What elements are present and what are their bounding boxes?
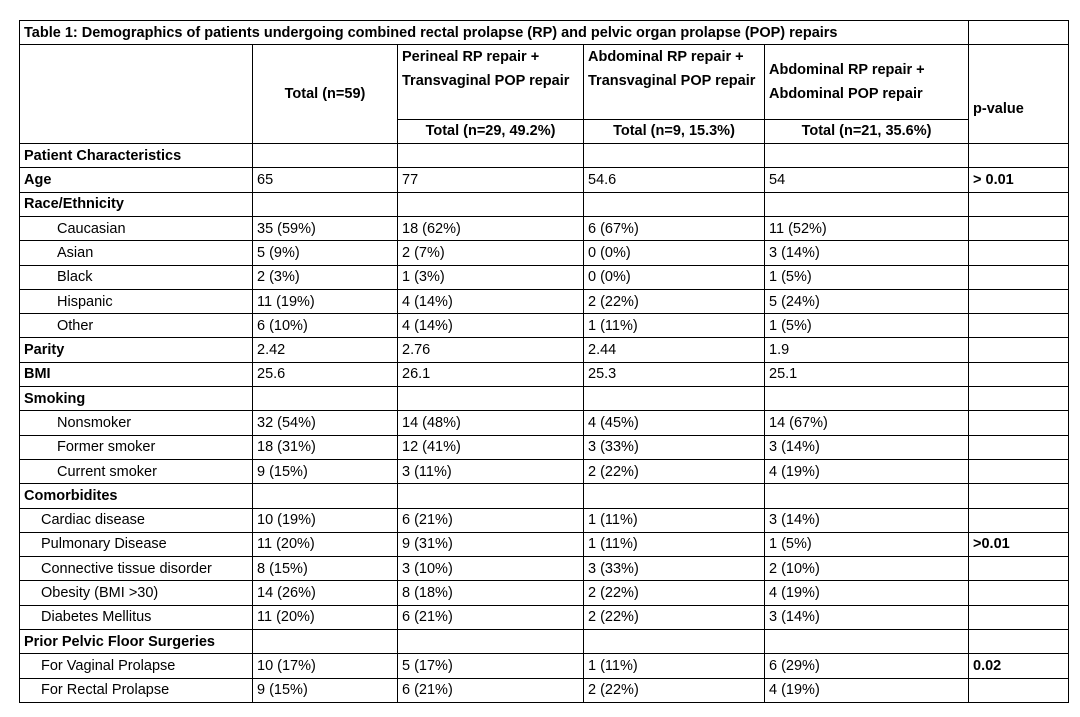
value-cell: 8 (15%)	[253, 557, 398, 581]
value-cell: 14 (26%)	[253, 581, 398, 605]
table-row	[20, 630, 1069, 654]
row-label: Parity	[20, 338, 253, 362]
value-cell: 2 (10%)	[765, 557, 969, 581]
value-cell: 2 (7%)	[398, 241, 584, 265]
value-cell: 3 (11%)	[398, 459, 584, 483]
value-cell	[584, 144, 765, 168]
row-label: Current smoker	[20, 459, 253, 483]
value-cell: 4 (19%)	[765, 581, 969, 605]
value-cell: 1 (11%)	[584, 314, 765, 338]
value-cell	[398, 484, 584, 508]
value-cell: 10 (17%)	[253, 654, 398, 678]
header-total: Total (n=59)	[253, 45, 398, 144]
row-label: Caucasian	[20, 216, 253, 240]
demographics-table	[19, 20, 1069, 703]
row-label: Age	[20, 168, 253, 192]
row-label: For Vaginal Prolapse	[20, 654, 253, 678]
title-row	[20, 21, 1069, 45]
pvalue-cell	[969, 630, 1069, 654]
value-cell: 2 (22%)	[584, 605, 765, 629]
value-cell: 11 (52%)	[765, 216, 969, 240]
pvalue-cell: >0.01	[969, 532, 1069, 556]
table-row	[20, 411, 1069, 435]
value-cell: 1 (11%)	[584, 532, 765, 556]
subheader-group2-total: Total (n=9, 15.3%)	[584, 119, 765, 143]
value-cell: 25.3	[584, 362, 765, 386]
table-row	[20, 192, 1069, 216]
value-cell	[398, 387, 584, 411]
value-cell: 2 (22%)	[584, 678, 765, 702]
value-cell: 65	[253, 168, 398, 192]
row-label: Race/Ethnicity	[20, 192, 253, 216]
value-cell: 3 (10%)	[398, 557, 584, 581]
pvalue-cell	[969, 289, 1069, 313]
table-row	[20, 581, 1069, 605]
value-cell	[765, 387, 969, 411]
table-row	[20, 362, 1069, 386]
value-cell: 5 (9%)	[253, 241, 398, 265]
table-row	[20, 459, 1069, 483]
value-cell: 6 (21%)	[398, 508, 584, 532]
value-cell	[398, 144, 584, 168]
value-cell	[253, 484, 398, 508]
value-cell: 8 (18%)	[398, 581, 584, 605]
subheader-row	[20, 119, 1069, 143]
table-row	[20, 289, 1069, 313]
value-cell: 6 (10%)	[253, 314, 398, 338]
value-cell: 5 (17%)	[398, 654, 584, 678]
pvalue-cell: 0.02	[969, 654, 1069, 678]
row-label: Comorbidites	[20, 484, 253, 508]
value-cell	[398, 630, 584, 654]
value-cell: 2 (22%)	[584, 459, 765, 483]
value-cell: 4 (45%)	[584, 411, 765, 435]
table-row	[20, 338, 1069, 362]
subheader-group3-total: Total (n=21, 35.6%)	[765, 119, 969, 143]
value-cell: 0 (0%)	[584, 265, 765, 289]
pvalue-cell	[969, 192, 1069, 216]
value-cell	[765, 192, 969, 216]
table-row	[20, 557, 1069, 581]
value-cell: 11 (19%)	[253, 289, 398, 313]
value-cell: 6 (21%)	[398, 678, 584, 702]
pvalue-cell	[969, 411, 1069, 435]
pvalue-cell	[969, 557, 1069, 581]
subheader-pvalue-blank	[969, 119, 1069, 143]
value-cell: 32 (54%)	[253, 411, 398, 435]
value-cell: 6 (21%)	[398, 605, 584, 629]
value-cell	[584, 484, 765, 508]
value-cell: 2.42	[253, 338, 398, 362]
value-cell: 54	[765, 168, 969, 192]
header-row	[20, 45, 1069, 120]
value-cell: 25.6	[253, 362, 398, 386]
table-row	[20, 314, 1069, 338]
row-label: BMI	[20, 362, 253, 386]
value-cell: 11 (20%)	[253, 532, 398, 556]
value-cell: 4 (19%)	[765, 678, 969, 702]
row-label: Smoking	[20, 387, 253, 411]
row-label: Diabetes Mellitus	[20, 605, 253, 629]
value-cell: 14 (67%)	[765, 411, 969, 435]
value-cell	[765, 484, 969, 508]
value-cell: 14 (48%)	[398, 411, 584, 435]
table-row	[20, 484, 1069, 508]
pvalue-cell	[969, 314, 1069, 338]
row-label: Other	[20, 314, 253, 338]
value-cell	[253, 192, 398, 216]
table-row	[20, 168, 1069, 192]
value-cell: 35 (59%)	[253, 216, 398, 240]
pvalue-cell	[969, 459, 1069, 483]
value-cell: 2.76	[398, 338, 584, 362]
row-label: Black	[20, 265, 253, 289]
value-cell	[253, 630, 398, 654]
table-row	[20, 387, 1069, 411]
pvalue-cell	[969, 216, 1069, 240]
value-cell: 25.1	[765, 362, 969, 386]
table-row	[20, 532, 1069, 556]
row-label: Former smoker	[20, 435, 253, 459]
value-cell	[398, 192, 584, 216]
value-cell: 1 (5%)	[765, 314, 969, 338]
value-cell	[765, 144, 969, 168]
value-cell: 1 (11%)	[584, 508, 765, 532]
row-label: Prior Pelvic Floor Surgeries	[20, 630, 253, 654]
row-label: Pulmonary Disease	[20, 532, 253, 556]
value-cell: 0 (0%)	[584, 241, 765, 265]
value-cell: 1 (5%)	[765, 532, 969, 556]
table-title: Table 1: Demographics of patients undergoing combined rectal prolapse (RP) and pelvic organ prolapse (POP) repairs	[20, 21, 969, 45]
pvalue-cell	[969, 678, 1069, 702]
value-cell: 26.1	[398, 362, 584, 386]
value-cell: 77	[398, 168, 584, 192]
table-row	[20, 265, 1069, 289]
pvalue-cell	[969, 435, 1069, 459]
row-label: Patient Characteristics	[20, 144, 253, 168]
value-cell	[584, 630, 765, 654]
table-row	[20, 678, 1069, 702]
pvalue-cell	[969, 508, 1069, 532]
pvalue-cell	[969, 144, 1069, 168]
value-cell: 3 (14%)	[765, 508, 969, 532]
table-row	[20, 435, 1069, 459]
row-label: For Rectal Prolapse	[20, 678, 253, 702]
pvalue-cell	[969, 338, 1069, 362]
value-cell	[253, 144, 398, 168]
value-cell: 3 (33%)	[584, 557, 765, 581]
title-spacer-cell	[969, 21, 1069, 45]
subheader-group1-total: Total (n=29, 49.2%)	[398, 119, 584, 143]
subheader-blank-cell	[20, 119, 253, 143]
value-cell: 1.9	[765, 338, 969, 362]
value-cell: 1 (5%)	[765, 265, 969, 289]
value-cell: 2 (22%)	[584, 289, 765, 313]
pvalue-cell	[969, 241, 1069, 265]
value-cell: 2.44	[584, 338, 765, 362]
header-group2: Abdominal RP repair + Transvaginal POP repair	[584, 45, 765, 120]
table-row	[20, 241, 1069, 265]
pvalue-cell	[969, 362, 1069, 386]
table-row	[20, 216, 1069, 240]
table-row	[20, 508, 1069, 532]
value-cell	[584, 192, 765, 216]
header-group3: Abdominal RP repair + Abdominal POP repair	[765, 45, 969, 120]
header-blank-cell	[20, 45, 253, 120]
value-cell: 3 (14%)	[765, 435, 969, 459]
value-cell: 18 (31%)	[253, 435, 398, 459]
value-cell: 9 (15%)	[253, 459, 398, 483]
table-row	[20, 654, 1069, 678]
header-group1: Perineal RP repair + Transvaginal POP repair	[398, 45, 584, 120]
value-cell: 12 (41%)	[398, 435, 584, 459]
value-cell: 1 (3%)	[398, 265, 584, 289]
table-row	[20, 605, 1069, 629]
value-cell: 54.6	[584, 168, 765, 192]
pvalue-cell	[969, 484, 1069, 508]
header-pvalue: p-value	[969, 45, 1069, 120]
pvalue-cell	[969, 605, 1069, 629]
value-cell: 4 (14%)	[398, 314, 584, 338]
value-cell: 2 (3%)	[253, 265, 398, 289]
value-cell	[253, 387, 398, 411]
row-label: Hispanic	[20, 289, 253, 313]
pvalue-cell	[969, 265, 1069, 289]
value-cell: 9 (15%)	[253, 678, 398, 702]
value-cell: 4 (14%)	[398, 289, 584, 313]
row-label: Asian	[20, 241, 253, 265]
value-cell: 18 (62%)	[398, 216, 584, 240]
value-cell: 1 (11%)	[584, 654, 765, 678]
value-cell: 11 (20%)	[253, 605, 398, 629]
value-cell: 5 (24%)	[765, 289, 969, 313]
pvalue-cell: > 0.01	[969, 168, 1069, 192]
value-cell: 10 (19%)	[253, 508, 398, 532]
value-cell: 2 (22%)	[584, 581, 765, 605]
value-cell: 9 (31%)	[398, 532, 584, 556]
value-cell	[584, 387, 765, 411]
value-cell: 3 (14%)	[765, 605, 969, 629]
value-cell: 6 (29%)	[765, 654, 969, 678]
pvalue-cell	[969, 387, 1069, 411]
value-cell	[765, 630, 969, 654]
row-label: Cardiac disease	[20, 508, 253, 532]
value-cell: 6 (67%)	[584, 216, 765, 240]
pvalue-cell	[969, 581, 1069, 605]
table-row	[20, 144, 1069, 168]
value-cell: 3 (14%)	[765, 241, 969, 265]
value-cell: 4 (19%)	[765, 459, 969, 483]
row-label: Nonsmoker	[20, 411, 253, 435]
row-label: Connective tissue disorder	[20, 557, 253, 581]
row-label: Obesity (BMI >30)	[20, 581, 253, 605]
value-cell: 3 (33%)	[584, 435, 765, 459]
